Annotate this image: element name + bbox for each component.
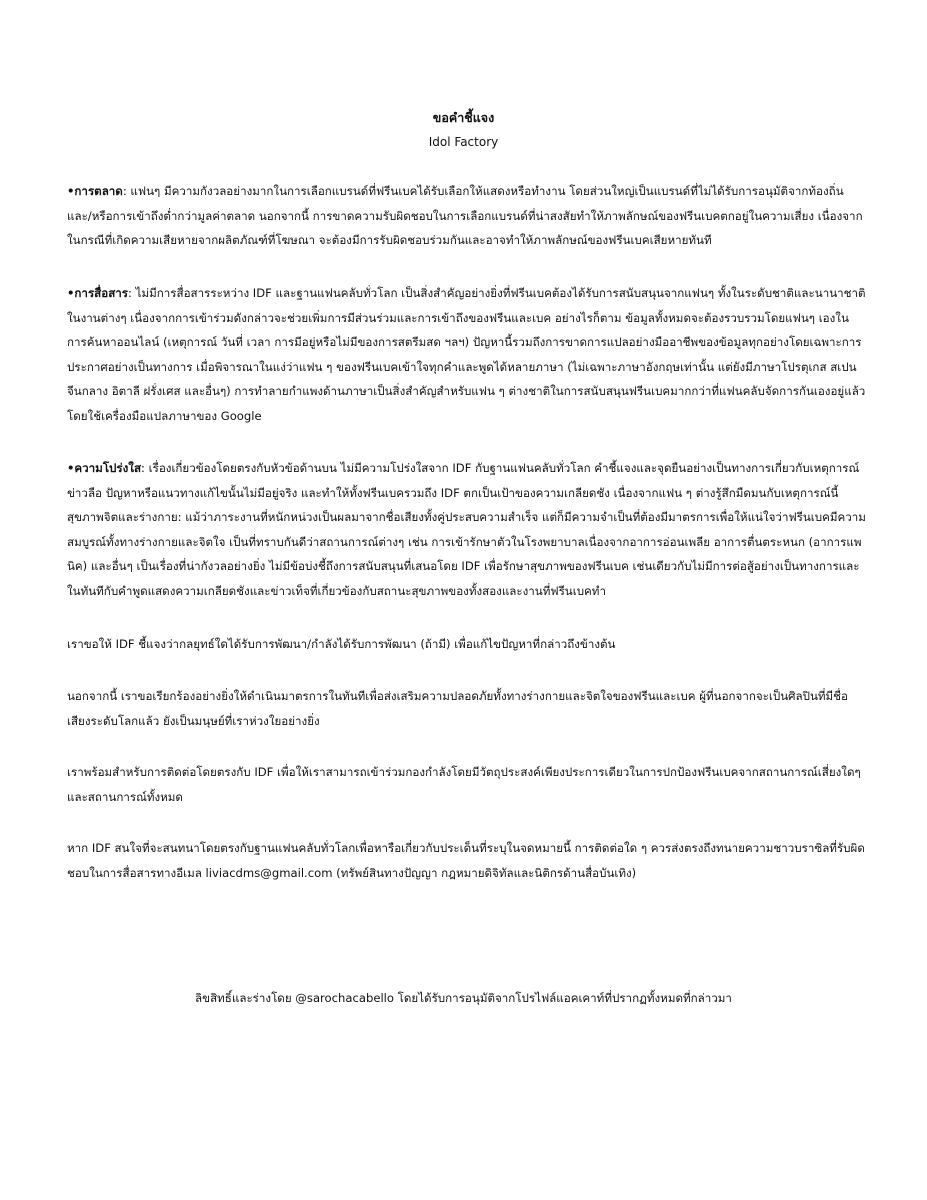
section-communication [67, 281, 867, 429]
document-title: ขอคำชี้แจง [432, 110, 495, 125]
section-heading-communication: •การสื่อสาร [67, 286, 129, 300]
section-heading-transparency: •ความโปร่งใส [67, 461, 142, 475]
copyright-footer: ลิขสิทธิ์และร่างโดย @sarochacabello โดยได้รับการอนุมัติจากโปรไฟล์แอคเคาท์ที่ปรากฏทั้งหมดที่กล่าวมา [195, 991, 732, 1005]
paragraph-request-safety: นอกจากนี้ เราขอเรียกร้องอย่างยิ่งให้ดำเนินมาตรการในทันทีเพื่อส่งเสริมความปลอดภัยทั้งทางร่างกายและจิตใจของฟรีนและเบค ผู้ที่นอกจากจะเป็นศิลปินที่มีชื่อเสียงระดับโลกแล้ว ยังเป็นมนุษย์ที่เราห่วงใยอย่างยิ่ง [67, 689, 849, 728]
section-text-communication: : ไม่มีการสื่อสารระหว่าง IDF และฐานแฟนคลับทั่วโลก เป็นสิ่งสำคัญอย่างยิ่งที่ฟรีนเบคต้องได้รับการสนับสนุนจากแฟนๆ ทั้งในระดับชาติและนานาชาติในงานต่างๆ เนื่องจากการเข้าร่วมดังกล่าวจะช่วยเพิ่มการมีส่วนร่วมและการเข้าถึงของฟรีนและเบค อย่างไรก็ตาม ข้อมูลทั้งหมดจะต้องรวบรวมโดยแฟนๆ เองในการค้นหาออนไลน์ (เหตุการณ์ วันที่ เวลา การมีอยู่หรือไม่มีของการสตรีมสด ฯลฯ) ปัญหานี้รวมถึงการขาดการแปลอย่างมืออาชีพของข้อมูลทุกอย่างโดยเฉพาะการประกาศอย่างเป็นทางการ เมื่อพิจารณาในแง่ว่าแฟน ๆ ของฟรีนเบคเข้าใจทุกคำและพูดได้หลายภาษา (ไม่เฉพาะภาษาอังกฤษเท่านั้น แต่ยังมีภาษาโปรตุเกส สเปน จีนกลาง อิตาลี ฝรั่งเศส และอื่นๆ) การทำลายกำแพงด้านภาษาเป็นสิ่งสำคัญสำหรับแฟน ๆ ต่างชาติในการสนับสนุนฟรีนเบคมากกว่าที่แฟนคลับจัดการกันเองอยู่แล้วโดยใช้เครื่องมือแปลภาษาของ Google [67, 286, 866, 423]
section-text-transparency: : เรื่องเกี่ยวข้องโดยตรงกับหัวข้อด้านบน ไม่มีความโปร่งใสจาก IDF กับฐานแฟนคลับทั่วโลก คำชี้แจงและจุดยืนอย่างเป็นทางการเกี่ยวกับเหตุการณ์ข่าวลือ ปัญหาหรือแนวทางแก้ไขนั้นไม่มีอยู่จริง และทำให้ทั้งฟรีนเบครวมถึง IDF ตกเป็นเป้าของความเกลียดชัง เนื่องจากแฟน ๆ ต่างรู้สึกมืดมนกับเหตุการณ์นี้ สุขภาพจิตและร่างกาย: แม้ว่าภาระงานที่หนักหน่วงเป็นผลมาจากชื่อเสียงทั้งคู่ประสบความสำเร็จ แต่ก็มีความจำเป็นที่ต้องมีมาตรการเพื่อให้แน่ใจว่าฟรีนเบคมีความสมบูรณ์ทั้งทางร่างกายและจิตใจ เป็นที่ทราบกันดีว่าสถานการณ์ต่างๆ เช่น การเข้ารักษาตัวในโรงพยาบาลเนื่องจากอาการอ่อนเพลีย อาการตื่นตระหนก (อาการแพนิค) และอื่นๆ เป็นเรื่องที่น่ากังวลอย่างยิ่ง ไม่มีข้อบ่งชี้ถึงการสนับสนุนที่เสนอโดย IDF เพื่อรักษาสุขภาพของฟรีนเบค เช่นเดียวกับไม่มีการต่อสู้อย่างเป็นทางการและในทันทีกับคำพูดแสดงความเกลียดชังและข่าวเท็จที่เกี่ยวข้องกับสถานะสุขภาพของทั้งสองและงานที่ฟรีนเบคทำ [67, 461, 866, 598]
document-subtitle: Idol Factory [428, 135, 499, 149]
section-marketing [67, 179, 867, 253]
paragraph-request-strategy: เราขอให้ IDF ชี้แจงว่ากลยุทธ์ใดได้รับการพัฒนา/กำลังได้รับการพัฒนา (ถ้ามี) เพื่อแก้ไขปัญหาที่กล่าวถึงข้างต้น [67, 637, 616, 651]
paragraph-lawyer-contact: หาก IDF สนใจที่จะสนทนาโดยตรงกับฐานแฟนคลับทั่วโลกเพื่อหารือเกี่ยวกับประเด็นที่ระบุในจดหมายนี้ การติดต่อใด ๆ ควรส่งตรงถึงทนายความชาวบราซิลที่รับผิดชอบในการสื่อสารทางอีเมล liviacdms@gmail.com (ทรัพย์สินทางปัญญา กฎหมายดิจิทัลและนิติกรด้านสื่อบันเทิง) [67, 841, 865, 880]
section-heading-marketing: •การตลาด [67, 184, 123, 198]
section-text-marketing: : แฟนๆ มีความกังวลอย่างมากในการเลือกแบรนด์ที่ฟรีนเบคได้รับเลือกให้แสดงหรือทำงาน โดยส่วนใหญ่เป็นแบรนด์ที่ไม่ได้รับการอนุมัติจากท้องถิ่นและ/หรือการเข้าถึงต่ำกว่ามูลค่าตลาด นอกจากนี้ การขาดความรับผิดชอบในการเลือกแบรนด์ที่น่าสงสัยทำให้ภาพลักษณ์ของฟรีนเบคตกอยู่ในความเสี่ยง เนื่องจากในกรณีที่เกิดความเสียหายจากผลิตภัณฑ์ที่โฆษณา จะต้องมีการรับผิดชอบร่วมกันและอาจทำให้ภาพลักษณ์ของฟรีนเบคเสียหายทันที [67, 184, 863, 248]
section-transparency [67, 456, 867, 604]
paragraph-contact-offer: เราพร้อมสำหรับการติดต่อโดยตรงกับ IDF เพื่อให้เราสามารถเข้าร่วมกองกำลังโดยมีวัตถุประสงค์เพียงประการเดียวในการปกป้องฟรีนเบคจากสถานการณ์เสี่ยงใดๆ และสถานการณ์ทั้งหมด [67, 765, 861, 804]
